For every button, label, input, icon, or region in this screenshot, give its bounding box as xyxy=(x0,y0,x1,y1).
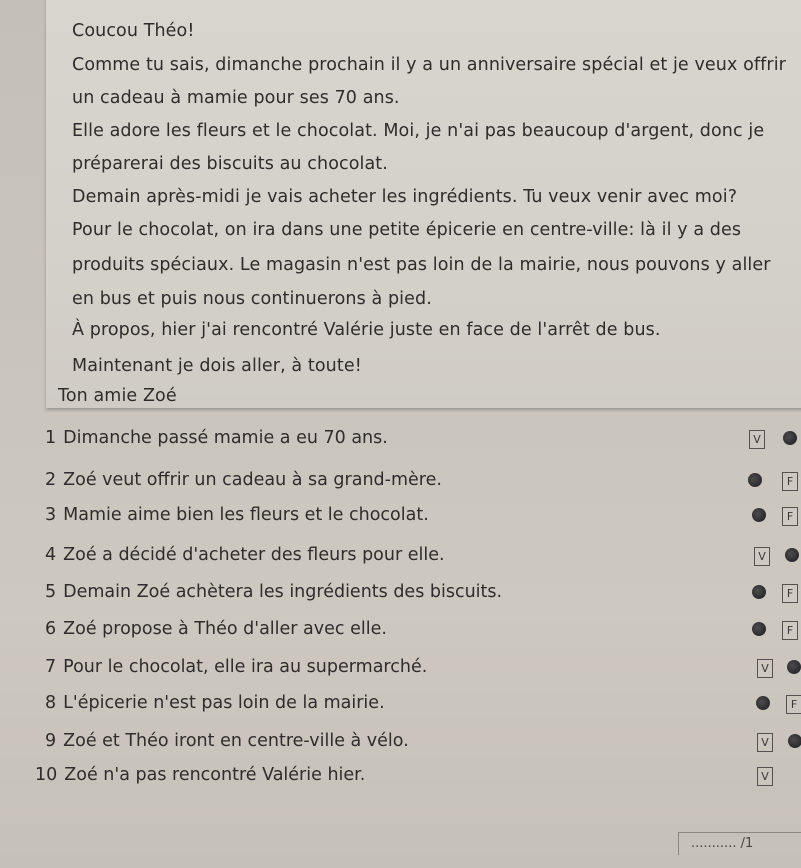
score-field: ........... /1 xyxy=(678,832,801,855)
question-statement: Zoé propose à Théo d'aller avec elle. xyxy=(63,619,387,639)
true-false-box[interactable]: F xyxy=(786,695,801,714)
letter-line: Pour le chocolat, on ira dans une petite épicerie en centre-ville: là il y a des xyxy=(72,220,742,240)
answer-mark[interactable] xyxy=(756,696,770,710)
true-false-box[interactable]: V xyxy=(749,430,765,449)
question-row xyxy=(0,582,801,610)
answer-mark[interactable] xyxy=(752,585,766,599)
question-row xyxy=(0,428,801,456)
question-text xyxy=(35,765,365,785)
letter-line: produits spéciaux. Le magasin n'est pas loin de la mairie, nous pouvons y aller xyxy=(72,255,771,275)
letter-line: À propos, hier j'ai rencontré Valérie juste en face de l'arrêt de bus. xyxy=(72,320,661,340)
answer-mark[interactable] xyxy=(785,548,799,562)
question-statement: L'épicerie n'est pas loin de la mairie. xyxy=(63,693,385,713)
question-number: 4 xyxy=(45,545,57,565)
answer-mark[interactable] xyxy=(783,431,797,445)
question-number: 5 xyxy=(45,582,57,602)
letter-line: Coucou Théo! xyxy=(72,21,195,41)
question-number: 9 xyxy=(45,731,57,751)
letter-line: Maintenant je dois aller, à toute! xyxy=(72,356,362,376)
letter-line: Comme tu sais, dimanche prochain il y a un anniversaire spécial et je veux offrir xyxy=(72,55,786,75)
question-number: 10 xyxy=(35,765,58,785)
letter-line: un cadeau à mamie pour ses 70 ans. xyxy=(72,88,400,108)
true-false-box[interactable]: V xyxy=(757,767,773,786)
question-row xyxy=(0,545,801,573)
true-false-box[interactable]: F xyxy=(782,584,798,603)
letter-line: préparerai des biscuits au chocolat. xyxy=(72,154,388,174)
question-number: 7 xyxy=(45,657,57,677)
question-number: 8 xyxy=(45,693,57,713)
question-statement: Zoé a décidé d'acheter des fleurs pour elle. xyxy=(63,545,445,565)
question-text xyxy=(45,505,429,525)
question-number: 6 xyxy=(45,619,57,639)
answer-mark[interactable] xyxy=(752,508,766,522)
question-text xyxy=(45,693,385,713)
question-text xyxy=(45,470,442,490)
question-text xyxy=(45,619,387,639)
question-statement: Dimanche passé mamie a eu 70 ans. xyxy=(63,428,388,448)
question-statement: Zoé veut offrir un cadeau à sa grand-mère. xyxy=(63,470,442,490)
answer-mark[interactable] xyxy=(788,734,801,748)
answer-mark[interactable] xyxy=(787,660,801,674)
true-false-box[interactable]: F xyxy=(782,472,798,491)
question-number: 1 xyxy=(45,428,57,448)
answer-mark[interactable] xyxy=(752,622,766,636)
true-false-box[interactable]: F xyxy=(782,621,798,640)
true-false-box[interactable]: V xyxy=(754,547,770,566)
letter-line: Elle adore les fleurs et le chocolat. Moi, je n'ai pas beaucoup d'argent, donc je xyxy=(72,121,765,141)
question-number: 3 xyxy=(45,505,57,525)
true-false-box[interactable]: V xyxy=(757,733,773,752)
question-text xyxy=(45,657,427,677)
true-false-box[interactable]: V xyxy=(757,659,773,678)
question-row xyxy=(0,765,801,793)
question-row xyxy=(0,731,801,759)
letter-line: Demain après-midi je vais acheter les ingrédients. Tu veux venir avec moi? xyxy=(72,187,738,207)
question-text xyxy=(45,582,502,602)
question-row xyxy=(0,619,801,647)
true-false-box[interactable]: F xyxy=(782,507,798,526)
answer-mark[interactable] xyxy=(748,473,762,487)
question-row xyxy=(0,657,801,685)
question-statement: Mamie aime bien les fleurs et le chocolat. xyxy=(63,505,429,525)
question-number: 2 xyxy=(45,470,57,490)
question-statement: Pour le chocolat, elle ira au supermarché. xyxy=(63,657,428,677)
question-row xyxy=(0,505,801,533)
question-text xyxy=(45,731,409,751)
question-statement: Demain Zoé achètera les ingrédients des biscuits. xyxy=(63,582,503,602)
letter-line: en bus et puis nous continuerons à pied. xyxy=(72,289,432,309)
question-statement: Zoé n'a pas rencontré Valérie hier. xyxy=(64,765,366,785)
question-row xyxy=(0,693,801,721)
question-text xyxy=(45,428,388,448)
question-text xyxy=(45,545,445,565)
letter-card xyxy=(46,0,801,408)
question-statement: Zoé et Théo iront en centre-ville à vélo. xyxy=(63,731,409,751)
question-row xyxy=(0,470,801,498)
letter-signature: Ton amie Zoé xyxy=(58,386,177,406)
